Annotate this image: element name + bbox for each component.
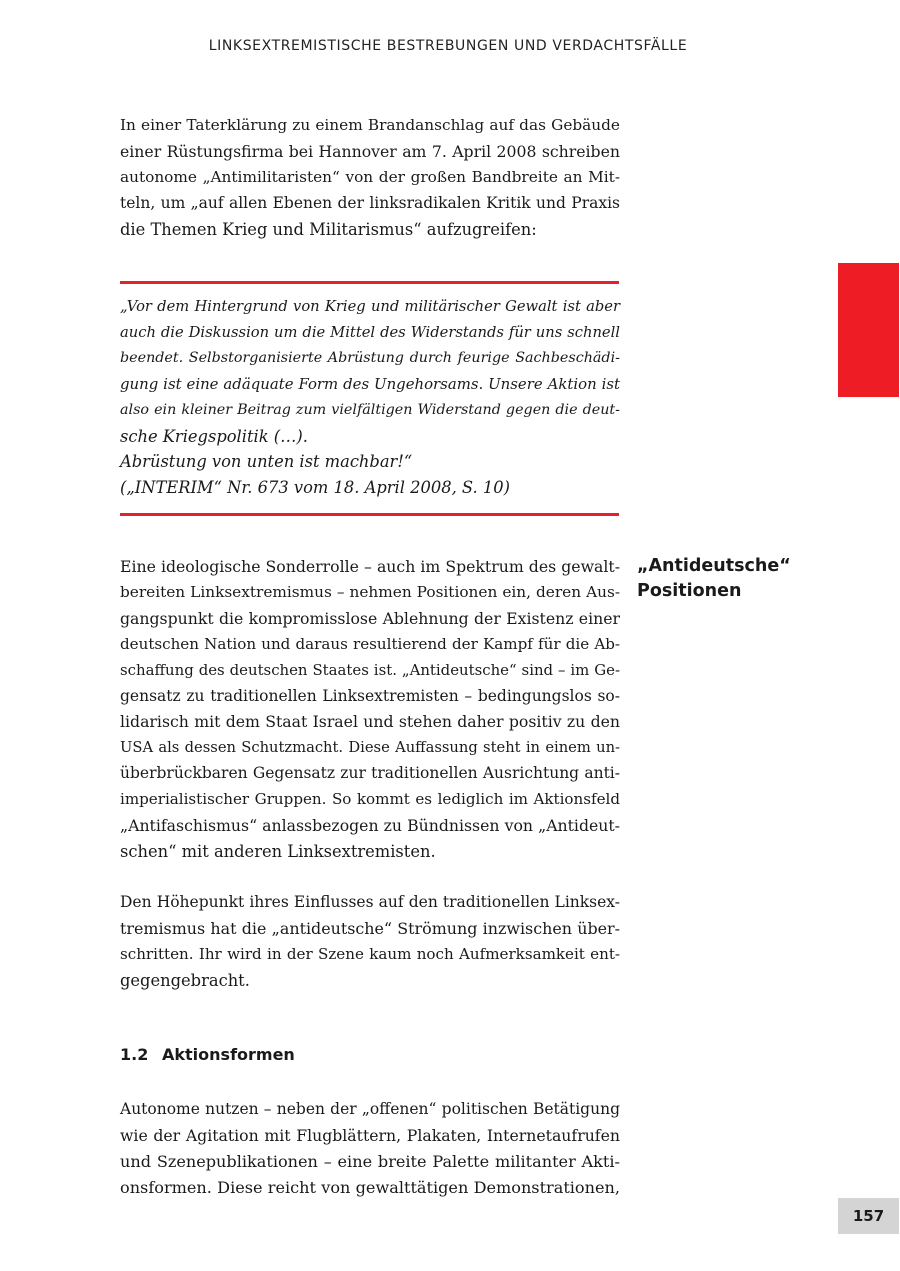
text-line: Eine ideologische Sonderrolle – auch im Spektrum des gewalt-: [120, 557, 620, 576]
text-line: autonome „Antimilitaristen“ von der großen Bandbreite an Mit-: [120, 167, 620, 186]
running-header: LINKSEXTREMISTISCHE BESTREBUNGEN UND VERDACHTSFÄLLE: [208, 38, 688, 54]
text-line: USA als dessen Schutzmacht. Diese Auffassung steht in einem un-: [120, 739, 620, 757]
quote-line: beendet. Selbstorganisierte Abrüstung durch feurige Sachbeschädi-: [120, 349, 620, 366]
quote-line: auch die Diskussion um die Mittel des Widerstands für uns schnell: [120, 323, 620, 341]
margin-note-line: „Antideutsche“: [637, 556, 791, 576]
text-line: „Antifaschismus“ anlassbezogen zu Bündnissen von „Antideut-: [120, 816, 620, 836]
text-line: einer Rüstungsfirma bei Hannover am 7. April 2008 schreiben: [120, 141, 620, 161]
section-title: Aktionsformen: [162, 1045, 295, 1064]
section-number: 1.2: [120, 1045, 149, 1064]
quote-line: gung ist eine adäquate Form des Ungehorsams. Unsere Aktion ist: [120, 374, 620, 393]
autonome-paragraph: [120, 1097, 620, 1201]
text-line: gegengebracht.: [120, 970, 250, 990]
margin-note-heading: [637, 554, 791, 604]
text-line: überbrückbaren Gegensatz zur traditionellen Ausrichtung anti-: [120, 764, 620, 783]
antideutsche-paragraph: [120, 554, 620, 865]
text-line: deutschen Nation und daraus resultierend der Kampf für die Ab-: [120, 634, 620, 653]
hoehepunkt-paragraph: [120, 890, 620, 994]
block-quote: [120, 294, 620, 501]
text-line: gensatz zu traditionellen Linksextremisten – bedingungslos so-: [120, 686, 620, 705]
intro-paragraph: [120, 113, 620, 243]
text-line: Den Höhepunkt ihres Einflusses auf den traditionellen Linksex-: [120, 893, 620, 911]
text-line: In einer Taterklärung zu einem Brandanschlag auf das Gebäude: [120, 116, 620, 134]
quote-citation: („INTERIM“ Nr. 673 vom 18. April 2008, S. 10): [120, 478, 510, 498]
quote-line: „Vor dem Hintergrund von Krieg und militärischer Gewalt ist aber: [120, 298, 620, 315]
chapter-tab-marker: [838, 263, 899, 397]
text-line: die Themen Krieg und Militarismus“ aufzugreifen:: [120, 219, 537, 239]
text-line: Autonome nutzen – neben der „offenen“ politischen Betätigung: [120, 1100, 620, 1118]
quote-line: Abrüstung von unten ist machbar!“: [120, 452, 413, 472]
text-line: schaffung des deutschen Staates ist. „Antideutsche“ sind – im Ge-: [120, 660, 620, 679]
text-line: und Szenepublikationen – eine breite Palette militanter Akti-: [120, 1151, 620, 1171]
text-line: onsformen. Diese reicht von gewalttätigen Demonstrationen,: [120, 1177, 620, 1197]
text-line: lidarisch mit dem Staat Israel und stehen daher positiv zu den: [120, 712, 620, 732]
quote-line: also ein kleiner Beitrag zum vielfältigen Widerstand gegen die deut-: [120, 401, 620, 418]
text-line: bereiten Linksextremismus – nehmen Positionen ein, deren Aus-: [120, 582, 620, 601]
text-line: gangspunkt die kompromisslose Ablehnung der Existenz einer: [120, 608, 620, 628]
section-heading: [120, 1045, 295, 1064]
text-line: tremismus hat die „antideutsche“ Strömung inzwischen über-: [120, 918, 620, 938]
margin-note-line: Positionen: [637, 581, 742, 601]
quote-top-rule: [120, 281, 619, 284]
text-line: schen“ mit anderen Linksextremisten.: [120, 841, 436, 861]
text-line: schritten. Ihr wird in der Szene kaum noch Aufmerksamkeit ent-: [120, 944, 620, 963]
text-line: teln, um „auf allen Ebenen der linksradikalen Kritik und Praxis: [120, 193, 620, 212]
text-line: imperialistischer Gruppen. So kommt es lediglich im Aktionsfeld: [120, 790, 620, 809]
quote-line: sche Kriegspolitik (…).: [120, 426, 308, 446]
quote-bottom-rule: [120, 513, 619, 516]
text-line: wie der Agitation mit Flugblättern, Plakaten, Internetaufrufen: [120, 1125, 620, 1145]
page-number: 157: [838, 1198, 899, 1234]
